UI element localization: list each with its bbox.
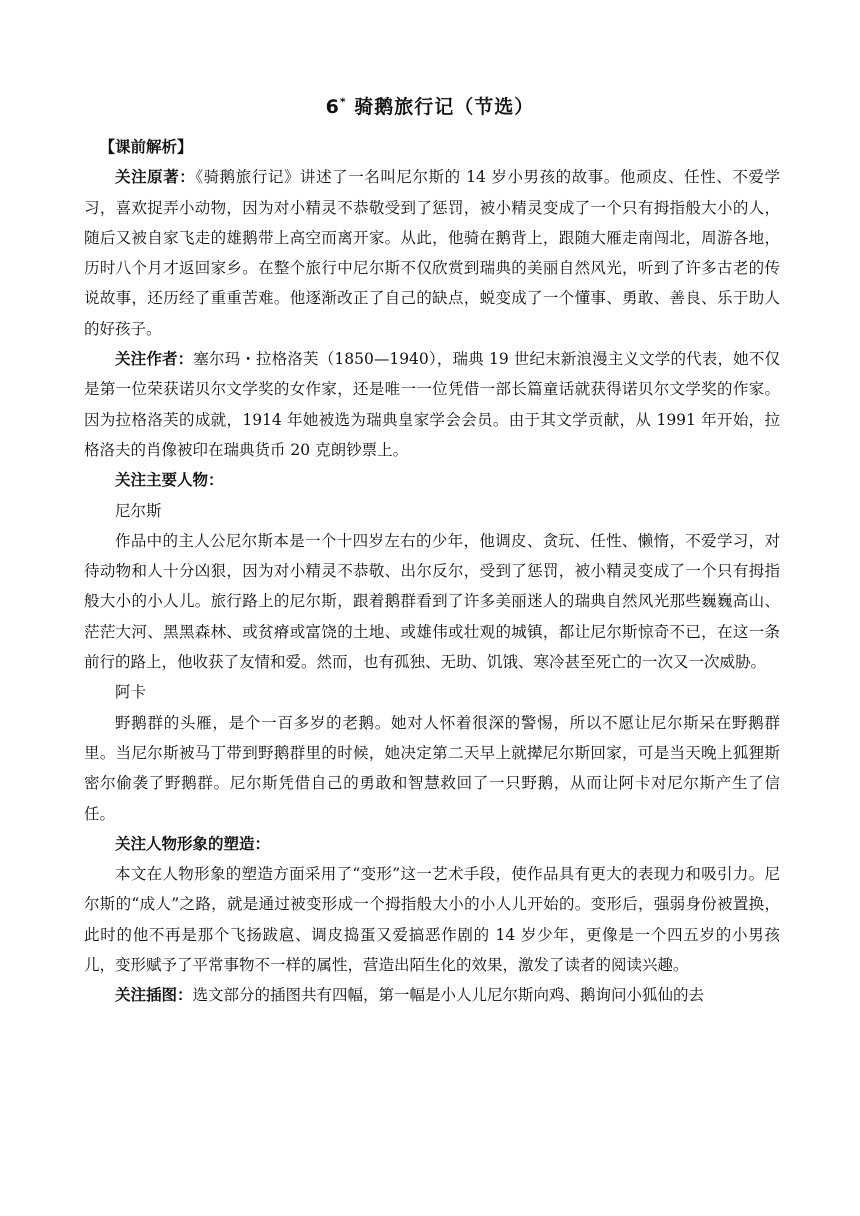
character-label-nils: 尼尔斯 xyxy=(115,501,162,520)
paragraph-lead: 关注作者： xyxy=(115,350,194,369)
lesson-number: 6 xyxy=(325,96,340,118)
section-heading: 【课前解析】 xyxy=(99,138,193,156)
paragraph-nils: 作品中的主人公尼尔斯本是一个十四岁左右的少年，他调皮、贪玩、任性、懒惰，不爱学习，对待动物和人十分凶狠，因为对小精灵不恭敬、出尔反尔，受到了惩罚，被小精灵变成了一个只有拇指般大小的小人儿。旅行路上的尼尔斯，跟着鹅群看到了许多美丽迷人的瑞典自然风光那些巍巍高山、茫茫大河、黑黑森林、或贫瘠或富饶的土地、或雄伟或壮观的城镇，都让尼尔斯惊奇不已，在这一条前行的路上，他收获了友情和爱。然而，也有孤独、无助、饥饿、寒冷甚至死亡的一次又一次威胁。 xyxy=(84,531,780,672)
paragraph-text: 《骑鹅旅行记》讲述了一名叫尼尔斯的 14 岁小男孩的故事。他顽皮、任性、不爱学习，喜欢捉弄小动物，因为对小精灵不恭敬受到了惩罚，被小精灵变成了一个只有拇指般大小的人，随后又被自家飞走的雄鹅带上高空而离开家。从此，他骑在鹅背上，跟随大雁走南闯北，周游各地，历时八个月才返回家乡。在整个旅行中尼尔斯不仅欣赏到瑞典的美丽自然风光，听到了许多古老的传说故事，还历经了重重苦难。他逐渐改正了自己的缺点，蜕变成了一个懂事、勇敢、善良、乐于助人的好孩子。 xyxy=(84,168,780,338)
paragraph-akka: 野鹅群的头雁，是个一百多岁的老鹅。她对人怀着很深的警惕，所以不愿让尼尔斯呆在野鹅群里。当尼尔斯被马丁带到野鹅群里的时候，她决定第二天早上就撵尼尔斯回家，可是当天晚上狐狸斯密尔偷袭了野鹅群。尼尔斯凭借自己的勇敢和智慧救回了一只野鹅，从而让阿卡对尼尔斯产生了信任。 xyxy=(84,713,780,823)
paragraph-characterization: 本文在人物形象的塑造方面采用了“变形”这一艺术手段，使作品具有更大的表现力和吸引力。尼尔斯的“成人”之路，就是通过被变形成一个拇指般大小的小人儿开始的。变形后，强弱身份被置换，此时的他不再是那个飞扬跋扈、调皮捣蛋又爱搞恶作剧的 14 岁少年，更像是一个四五岁的小男孩儿，变形赋予了平常事物不一样的属性，营造出陌生化的效果，激发了读者的阅读兴趣。 xyxy=(84,865,780,975)
paragraph-original-work xyxy=(84,162,780,344)
paragraph-illustrations xyxy=(84,980,780,1010)
character-label-akka: 阿卡 xyxy=(115,683,147,702)
document-body xyxy=(84,132,780,1011)
optional-mark: * xyxy=(339,95,347,109)
paragraph-author xyxy=(84,344,780,465)
paragraph-lead: 关注插图： xyxy=(115,986,193,1005)
paragraph-text: 选文部分的插图共有四幅，第一幅是小人儿尼尔斯向鸡、鹅询问小狐仙的去 xyxy=(192,986,705,1005)
subheading-main-characters: 关注主要人物： xyxy=(115,471,224,490)
subheading-characterization: 关注人物形象的塑造： xyxy=(115,834,271,853)
paragraph-text: 塞尔玛・拉格洛芙（1850—1940），瑞典 19 世纪末新浪漫主义文学的代表，她不仅是第一位荣获诺贝尔文学奖的女作家，还是唯一一位凭借一部长篇童话就获得诺贝尔文学奖的作家。因为拉格洛芙的成就，1914 年她被选为瑞典皇家学会会员。由于其文学贡献，从 1991 年开始，拉格洛夫的肖像被印在瑞典货币 20 克朗钞票上。 xyxy=(84,350,780,459)
document-title xyxy=(0,92,860,119)
lesson-title: 骑鹅旅行记（节选） xyxy=(354,96,535,118)
paragraph-lead: 关注原著： xyxy=(115,168,196,187)
